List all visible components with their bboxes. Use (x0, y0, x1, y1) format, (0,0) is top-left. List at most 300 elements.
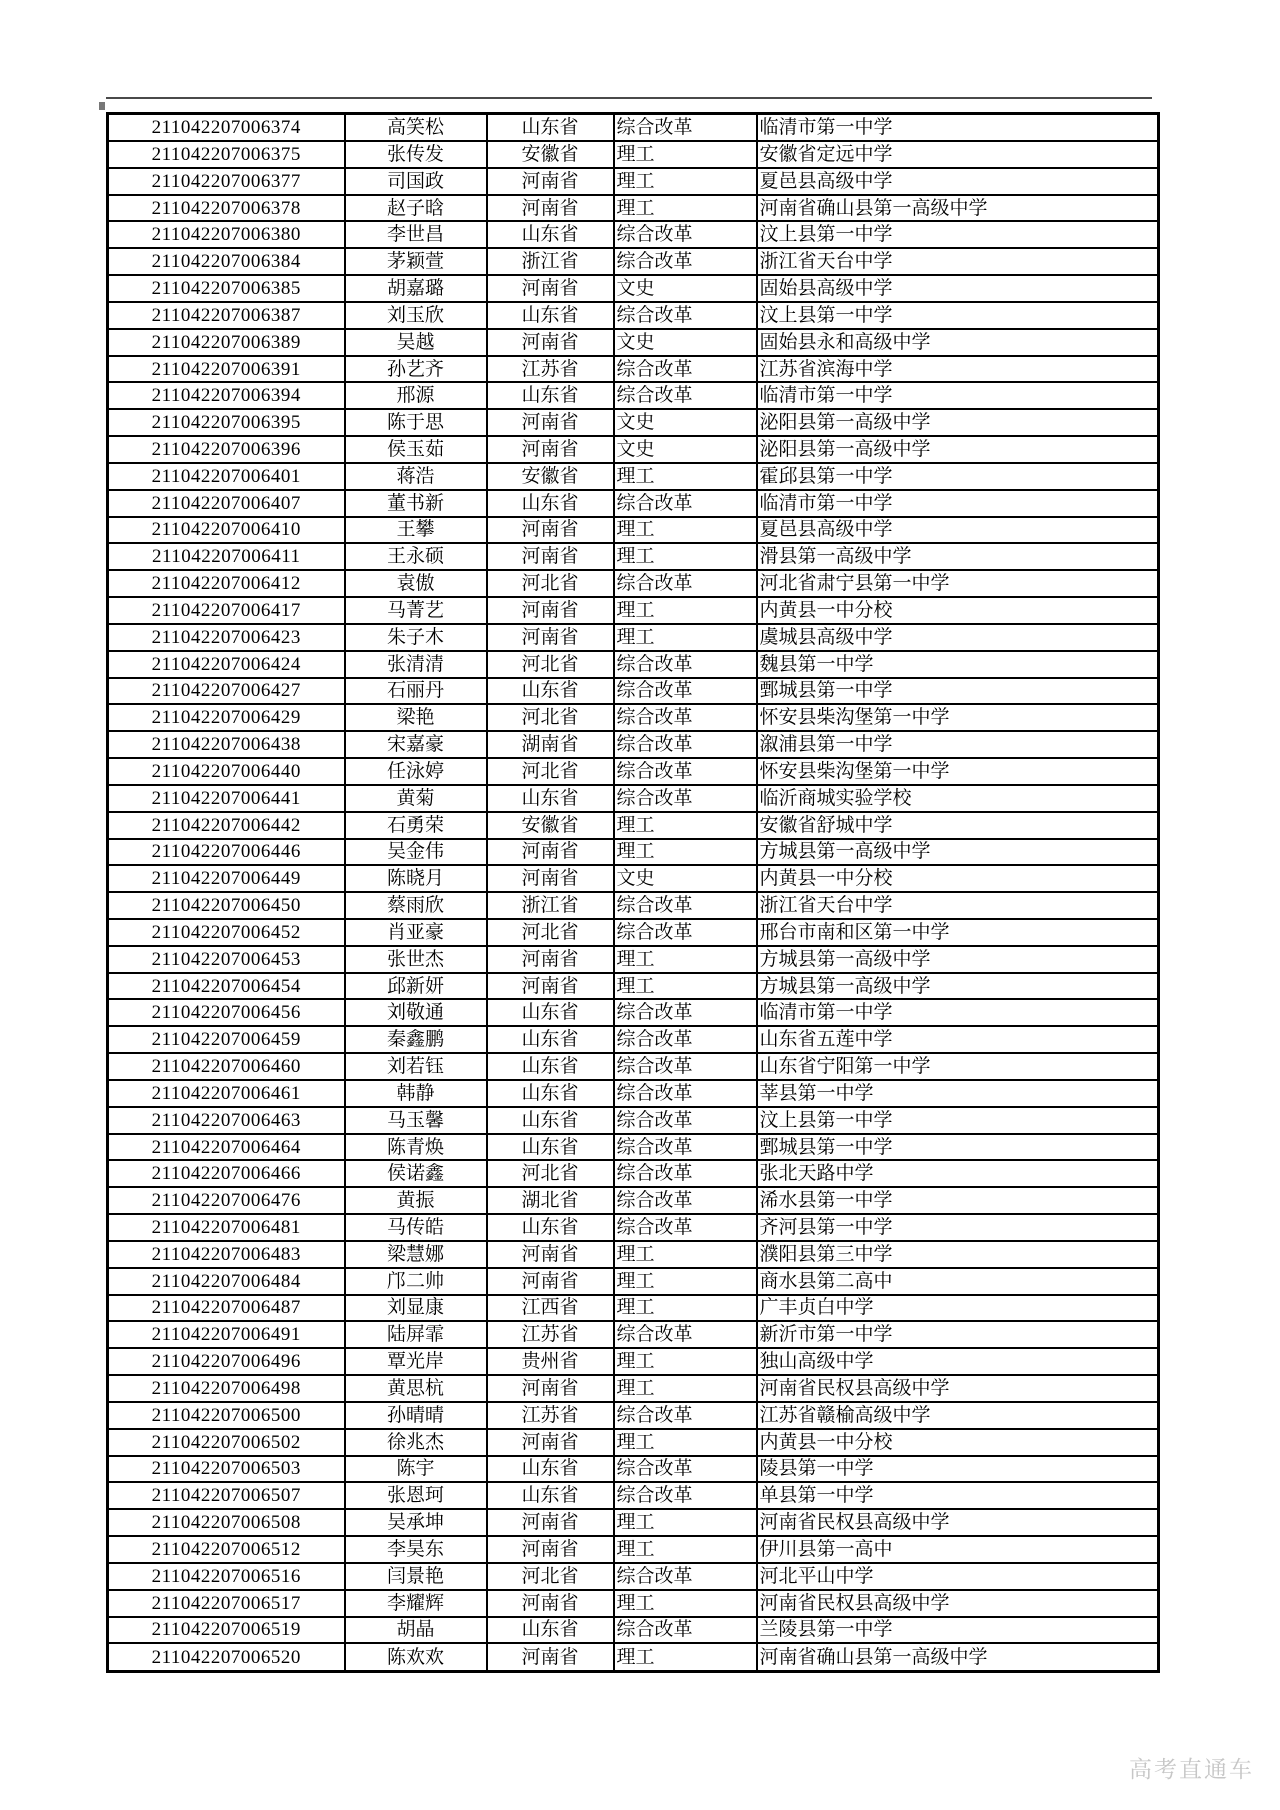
province-cell: 河南省 (487, 1509, 614, 1536)
table-row (108, 1160, 1159, 1187)
exam-id-cell: 211042207006407 (108, 490, 345, 517)
province-cell: 河北省 (487, 758, 614, 785)
school-cell: 兰陵县第一中学 (757, 1617, 1159, 1644)
province-cell: 贵州省 (487, 1348, 614, 1375)
table-row (108, 543, 1159, 570)
student-name-cell: 覃光岸 (345, 1348, 487, 1375)
school-cell: 浙江省天台中学 (757, 248, 1159, 275)
province-cell: 江苏省 (487, 1321, 614, 1348)
subject-category-cell: 综合改革 (614, 1321, 757, 1348)
province-cell: 安徽省 (487, 812, 614, 839)
exam-id-cell: 211042207006374 (108, 114, 345, 141)
student-name-cell: 陆屏霏 (345, 1321, 487, 1348)
subject-category-cell: 理工 (614, 812, 757, 839)
exam-id-cell: 211042207006396 (108, 436, 345, 463)
student-name-cell: 刘玉欣 (345, 302, 487, 329)
student-name-cell: 石勇荣 (345, 812, 487, 839)
province-cell: 河南省 (487, 1375, 614, 1402)
subject-category-cell: 理工 (614, 463, 757, 490)
table-row (108, 678, 1159, 705)
school-cell: 固始县永和高级中学 (757, 329, 1159, 356)
exam-id-cell: 211042207006464 (108, 1134, 345, 1161)
exam-id-cell: 211042207006517 (108, 1590, 345, 1617)
table-row (108, 114, 1159, 141)
exam-id-cell: 211042207006483 (108, 1241, 345, 1268)
student-name-cell: 张传发 (345, 141, 487, 168)
exam-id-cell: 211042207006500 (108, 1402, 345, 1429)
school-cell: 伊川县第一高中 (757, 1536, 1159, 1563)
subject-category-cell: 理工 (614, 1429, 757, 1456)
student-name-cell: 李世昌 (345, 221, 487, 248)
table-row (108, 302, 1159, 329)
table-row (108, 195, 1159, 222)
school-cell: 河南省民权县高级中学 (757, 1375, 1159, 1402)
province-cell: 山东省 (487, 1214, 614, 1241)
exam-id-cell: 211042207006452 (108, 919, 345, 946)
school-cell: 河北省肃宁县第一中学 (757, 570, 1159, 597)
table-row (108, 356, 1159, 383)
subject-category-cell: 综合改革 (614, 248, 757, 275)
subject-category-cell: 综合改革 (614, 704, 757, 731)
exam-id-cell: 211042207006503 (108, 1456, 345, 1483)
province-cell: 山东省 (487, 785, 614, 812)
table-row (108, 973, 1159, 1000)
table-row (108, 1268, 1159, 1295)
subject-category-cell: 综合改革 (614, 1053, 757, 1080)
student-name-cell: 黄振 (345, 1187, 487, 1214)
exam-id-cell: 211042207006466 (108, 1160, 345, 1187)
province-cell: 河南省 (487, 839, 614, 866)
subject-category-cell: 综合改革 (614, 651, 757, 678)
student-name-cell: 刘若钰 (345, 1053, 487, 1080)
school-cell: 浠水县第一中学 (757, 1187, 1159, 1214)
subject-category-cell: 综合改革 (614, 356, 757, 383)
subject-category-cell: 理工 (614, 1643, 757, 1671)
province-cell: 山东省 (487, 302, 614, 329)
school-cell: 怀安县柴沟堡第一中学 (757, 704, 1159, 731)
exam-id-cell: 211042207006378 (108, 195, 345, 222)
subject-category-cell: 综合改革 (614, 1026, 757, 1053)
province-cell: 山东省 (487, 1456, 614, 1483)
subject-category-cell: 文史 (614, 275, 757, 302)
subject-category-cell: 理工 (614, 946, 757, 973)
student-name-cell: 宋嘉豪 (345, 731, 487, 758)
exam-id-cell: 211042207006429 (108, 704, 345, 731)
school-cell: 新沂市第一中学 (757, 1321, 1159, 1348)
subject-category-cell: 理工 (614, 1590, 757, 1617)
student-name-cell: 吴金伟 (345, 839, 487, 866)
school-cell: 临清市第一中学 (757, 382, 1159, 409)
exam-id-cell: 211042207006385 (108, 275, 345, 302)
student-name-cell: 邱新妍 (345, 973, 487, 1000)
school-cell: 鄄城县第一中学 (757, 1134, 1159, 1161)
student-name-cell: 黄思杭 (345, 1375, 487, 1402)
student-name-cell: 王永硕 (345, 543, 487, 570)
province-cell: 河北省 (487, 651, 614, 678)
table-row (108, 758, 1159, 785)
subject-category-cell: 理工 (614, 839, 757, 866)
table-row (108, 1402, 1159, 1429)
exam-id-cell: 211042207006454 (108, 973, 345, 1000)
table-row (108, 1107, 1159, 1134)
subject-category-cell: 综合改革 (614, 1187, 757, 1214)
table-row (108, 812, 1159, 839)
student-name-cell: 蔡雨欣 (345, 892, 487, 919)
school-cell: 河南省民权县高级中学 (757, 1590, 1159, 1617)
province-cell: 河南省 (487, 865, 614, 892)
subject-category-cell: 综合改革 (614, 1214, 757, 1241)
exam-id-cell: 211042207006508 (108, 1509, 345, 1536)
table-row (108, 517, 1159, 544)
exam-id-cell: 211042207006380 (108, 221, 345, 248)
school-cell: 广丰贞白中学 (757, 1295, 1159, 1322)
exam-id-cell: 211042207006377 (108, 168, 345, 195)
province-cell: 山东省 (487, 1107, 614, 1134)
subject-category-cell: 理工 (614, 624, 757, 651)
province-cell: 河南省 (487, 1590, 614, 1617)
student-name-cell: 张清清 (345, 651, 487, 678)
exam-id-cell: 211042207006375 (108, 141, 345, 168)
subject-category-cell: 理工 (614, 1536, 757, 1563)
province-cell: 江苏省 (487, 1402, 614, 1429)
student-name-cell: 石丽丹 (345, 678, 487, 705)
subject-category-cell: 文史 (614, 436, 757, 463)
student-name-cell: 孙艺齐 (345, 356, 487, 383)
school-cell: 虞城县高级中学 (757, 624, 1159, 651)
subject-category-cell: 理工 (614, 168, 757, 195)
table-row (108, 1643, 1159, 1671)
student-name-cell: 马玉馨 (345, 1107, 487, 1134)
province-cell: 河南省 (487, 409, 614, 436)
student-name-cell: 马传皓 (345, 1214, 487, 1241)
table-row (108, 329, 1159, 356)
subject-category-cell: 文史 (614, 329, 757, 356)
subject-category-cell: 理工 (614, 1241, 757, 1268)
province-cell: 河南省 (487, 973, 614, 1000)
table-row (108, 1321, 1159, 1348)
table-row (108, 785, 1159, 812)
subject-category-cell: 综合改革 (614, 221, 757, 248)
table-row (108, 651, 1159, 678)
subject-category-cell: 理工 (614, 1268, 757, 1295)
table-row (108, 221, 1159, 248)
subject-category-cell: 综合改革 (614, 785, 757, 812)
exam-id-cell: 211042207006427 (108, 678, 345, 705)
school-cell: 方城县第一高级中学 (757, 839, 1159, 866)
province-cell: 河南省 (487, 946, 614, 973)
subject-category-cell: 理工 (614, 1375, 757, 1402)
subject-category-cell: 综合改革 (614, 731, 757, 758)
table-row (108, 704, 1159, 731)
province-cell: 山东省 (487, 999, 614, 1026)
student-name-cell: 刘敬通 (345, 999, 487, 1026)
province-cell: 江西省 (487, 1295, 614, 1322)
exam-id-cell: 211042207006507 (108, 1482, 345, 1509)
student-name-cell: 吴越 (345, 329, 487, 356)
school-cell: 河北平山中学 (757, 1563, 1159, 1590)
school-cell: 山东省宁阳第一中学 (757, 1053, 1159, 1080)
table-row (108, 731, 1159, 758)
watermark-text: 高考直通车 (1129, 1757, 1254, 1782)
table-row (108, 463, 1159, 490)
exam-id-cell: 211042207006496 (108, 1348, 345, 1375)
student-name-cell: 陈宇 (345, 1456, 487, 1483)
subject-category-cell: 理工 (614, 141, 757, 168)
exam-id-cell: 211042207006487 (108, 1295, 345, 1322)
subject-category-cell: 综合改革 (614, 302, 757, 329)
exam-id-cell: 211042207006411 (108, 543, 345, 570)
subject-category-cell: 综合改革 (614, 1456, 757, 1483)
table-row (108, 839, 1159, 866)
province-cell: 山东省 (487, 1026, 614, 1053)
subject-category-cell: 理工 (614, 1295, 757, 1322)
school-cell: 霍邱县第一中学 (757, 463, 1159, 490)
school-cell: 临清市第一中学 (757, 114, 1159, 141)
school-cell: 怀安县柴沟堡第一中学 (757, 758, 1159, 785)
student-name-cell: 孙晴晴 (345, 1402, 487, 1429)
student-name-cell: 王攀 (345, 517, 487, 544)
school-cell: 内黄县一中分校 (757, 1429, 1159, 1456)
province-cell: 河南省 (487, 275, 614, 302)
subject-category-cell: 综合改革 (614, 382, 757, 409)
table-row (108, 597, 1159, 624)
table-row (108, 409, 1159, 436)
province-cell: 山东省 (487, 678, 614, 705)
subject-category-cell: 综合改革 (614, 570, 757, 597)
province-cell: 河南省 (487, 1429, 614, 1456)
table-row (108, 919, 1159, 946)
student-name-cell: 吴承坤 (345, 1509, 487, 1536)
table-row (108, 1456, 1159, 1483)
exam-id-cell: 211042207006459 (108, 1026, 345, 1053)
province-cell: 江苏省 (487, 356, 614, 383)
table-row (108, 1241, 1159, 1268)
school-cell: 魏县第一中学 (757, 651, 1159, 678)
province-cell: 河北省 (487, 704, 614, 731)
school-cell: 邢台市南和区第一中学 (757, 919, 1159, 946)
student-name-cell: 董书新 (345, 490, 487, 517)
province-cell: 山东省 (487, 221, 614, 248)
subject-category-cell: 综合改革 (614, 892, 757, 919)
table-row (108, 1214, 1159, 1241)
exam-id-cell: 211042207006450 (108, 892, 345, 919)
student-name-cell: 徐兆杰 (345, 1429, 487, 1456)
student-name-cell: 肖亚豪 (345, 919, 487, 946)
school-cell: 泌阳县第一高级中学 (757, 436, 1159, 463)
exam-id-cell: 211042207006384 (108, 248, 345, 275)
student-name-cell: 高笑松 (345, 114, 487, 141)
exam-id-cell: 211042207006440 (108, 758, 345, 785)
exam-id-cell: 211042207006387 (108, 302, 345, 329)
student-name-cell: 张世杰 (345, 946, 487, 973)
school-cell: 安徽省舒城中学 (757, 812, 1159, 839)
province-cell: 浙江省 (487, 248, 614, 275)
subject-category-cell: 综合改革 (614, 758, 757, 785)
student-name-cell: 韩静 (345, 1080, 487, 1107)
exam-id-cell: 211042207006520 (108, 1643, 345, 1671)
province-cell: 河南省 (487, 436, 614, 463)
table-row (108, 141, 1159, 168)
school-cell: 河南省民权县高级中学 (757, 1509, 1159, 1536)
table-row (108, 1134, 1159, 1161)
school-cell: 临清市第一中学 (757, 490, 1159, 517)
subject-category-cell: 理工 (614, 517, 757, 544)
student-roster-table (106, 112, 1160, 1673)
exam-id-cell: 211042207006453 (108, 946, 345, 973)
school-cell: 夏邑县高级中学 (757, 517, 1159, 544)
student-name-cell: 邝二帅 (345, 1268, 487, 1295)
province-cell: 山东省 (487, 1053, 614, 1080)
school-cell: 临沂商城实验学校 (757, 785, 1159, 812)
province-cell: 河北省 (487, 919, 614, 946)
school-cell: 江苏省赣榆高级中学 (757, 1402, 1159, 1429)
subject-category-cell: 综合改革 (614, 999, 757, 1026)
exam-id-cell: 211042207006512 (108, 1536, 345, 1563)
province-cell: 河南省 (487, 1268, 614, 1295)
province-cell: 山东省 (487, 382, 614, 409)
table-row (108, 1026, 1159, 1053)
school-cell: 江苏省滨海中学 (757, 356, 1159, 383)
exam-id-cell: 211042207006389 (108, 329, 345, 356)
exam-id-cell: 211042207006394 (108, 382, 345, 409)
province-cell: 安徽省 (487, 463, 614, 490)
subject-category-cell: 理工 (614, 597, 757, 624)
exam-id-cell: 211042207006476 (108, 1187, 345, 1214)
table-row (108, 999, 1159, 1026)
province-cell: 河南省 (487, 597, 614, 624)
province-cell: 山东省 (487, 114, 614, 141)
student-name-cell: 任泳婷 (345, 758, 487, 785)
exam-id-cell: 211042207006442 (108, 812, 345, 839)
province-cell: 河南省 (487, 1241, 614, 1268)
subject-category-cell: 综合改革 (614, 1107, 757, 1134)
table-row (108, 1482, 1159, 1509)
student-name-cell: 司国政 (345, 168, 487, 195)
student-name-cell: 邢源 (345, 382, 487, 409)
subject-category-cell: 综合改革 (614, 1617, 757, 1644)
exam-id-cell: 211042207006484 (108, 1268, 345, 1295)
student-name-cell: 朱子木 (345, 624, 487, 651)
exam-id-cell: 211042207006461 (108, 1080, 345, 1107)
subject-category-cell: 理工 (614, 1348, 757, 1375)
school-cell: 陵县第一中学 (757, 1456, 1159, 1483)
exam-id-cell: 211042207006424 (108, 651, 345, 678)
subject-category-cell: 综合改革 (614, 919, 757, 946)
subject-category-cell: 综合改革 (614, 1563, 757, 1590)
table-row (108, 1080, 1159, 1107)
exam-id-cell: 211042207006460 (108, 1053, 345, 1080)
province-cell: 河南省 (487, 329, 614, 356)
province-cell: 河南省 (487, 543, 614, 570)
subject-category-cell: 综合改革 (614, 678, 757, 705)
table-row (108, 1590, 1159, 1617)
province-cell: 河北省 (487, 1563, 614, 1590)
student-name-cell: 胡嘉璐 (345, 275, 487, 302)
subject-category-cell: 综合改革 (614, 1160, 757, 1187)
province-cell: 河南省 (487, 1536, 614, 1563)
school-cell: 鄄城县第一中学 (757, 678, 1159, 705)
student-name-cell: 赵子晗 (345, 195, 487, 222)
exam-id-cell: 211042207006395 (108, 409, 345, 436)
exam-id-cell: 211042207006519 (108, 1617, 345, 1644)
student-name-cell: 马菁艺 (345, 597, 487, 624)
province-cell: 河南省 (487, 168, 614, 195)
exam-id-cell: 211042207006502 (108, 1429, 345, 1456)
school-cell: 夏邑县高级中学 (757, 168, 1159, 195)
subject-category-cell: 综合改革 (614, 114, 757, 141)
student-name-cell: 侯诺鑫 (345, 1160, 487, 1187)
roster-table-body (108, 114, 1159, 1672)
page-break-artifact-tick (99, 102, 105, 110)
table-row (108, 892, 1159, 919)
school-cell: 溆浦县第一中学 (757, 731, 1159, 758)
province-cell: 山东省 (487, 490, 614, 517)
subject-category-cell: 综合改革 (614, 490, 757, 517)
student-name-cell: 陈晓月 (345, 865, 487, 892)
school-cell: 濮阳县第三中学 (757, 1241, 1159, 1268)
table-row (108, 946, 1159, 973)
school-cell: 内黄县一中分校 (757, 597, 1159, 624)
school-cell: 独山高级中学 (757, 1348, 1159, 1375)
school-cell: 方城县第一高级中学 (757, 946, 1159, 973)
province-cell: 河南省 (487, 624, 614, 651)
table-row (108, 168, 1159, 195)
school-cell: 固始县高级中学 (757, 275, 1159, 302)
exam-id-cell: 211042207006438 (108, 731, 345, 758)
table-row (108, 1429, 1159, 1456)
table-row (108, 1509, 1159, 1536)
exam-id-cell: 211042207006498 (108, 1375, 345, 1402)
table-row (108, 275, 1159, 302)
student-name-cell: 袁傲 (345, 570, 487, 597)
student-name-cell: 秦鑫鹏 (345, 1026, 487, 1053)
subject-category-cell: 综合改革 (614, 1134, 757, 1161)
student-name-cell: 茅颖萱 (345, 248, 487, 275)
province-cell: 安徽省 (487, 141, 614, 168)
student-name-cell: 陈欢欢 (345, 1643, 487, 1671)
exam-id-cell: 211042207006481 (108, 1214, 345, 1241)
school-cell: 齐河县第一中学 (757, 1214, 1159, 1241)
table-row (108, 624, 1159, 651)
student-name-cell: 蒋浩 (345, 463, 487, 490)
province-cell: 河北省 (487, 570, 614, 597)
exam-id-cell: 211042207006449 (108, 865, 345, 892)
exam-id-cell: 211042207006446 (108, 839, 345, 866)
school-cell: 浙江省天台中学 (757, 892, 1159, 919)
province-cell: 山东省 (487, 1080, 614, 1107)
student-name-cell: 李昊东 (345, 1536, 487, 1563)
subject-category-cell: 综合改革 (614, 1402, 757, 1429)
student-name-cell: 胡晶 (345, 1617, 487, 1644)
student-name-cell: 梁艳 (345, 704, 487, 731)
subject-category-cell: 文史 (614, 409, 757, 436)
school-cell: 汶上县第一中学 (757, 1107, 1159, 1134)
table-row (108, 382, 1159, 409)
student-name-cell: 闫景艳 (345, 1563, 487, 1590)
exam-id-cell: 211042207006417 (108, 597, 345, 624)
school-cell: 商水县第二高中 (757, 1268, 1159, 1295)
table-row (108, 570, 1159, 597)
student-name-cell: 梁慧娜 (345, 1241, 487, 1268)
province-cell: 湖北省 (487, 1187, 614, 1214)
student-name-cell: 陈青焕 (345, 1134, 487, 1161)
province-cell: 山东省 (487, 1134, 614, 1161)
school-cell: 河南省确山县第一高级中学 (757, 195, 1159, 222)
exam-id-cell: 211042207006491 (108, 1321, 345, 1348)
province-cell: 河北省 (487, 1160, 614, 1187)
subject-category-cell: 综合改革 (614, 1482, 757, 1509)
exam-id-cell: 211042207006456 (108, 999, 345, 1026)
